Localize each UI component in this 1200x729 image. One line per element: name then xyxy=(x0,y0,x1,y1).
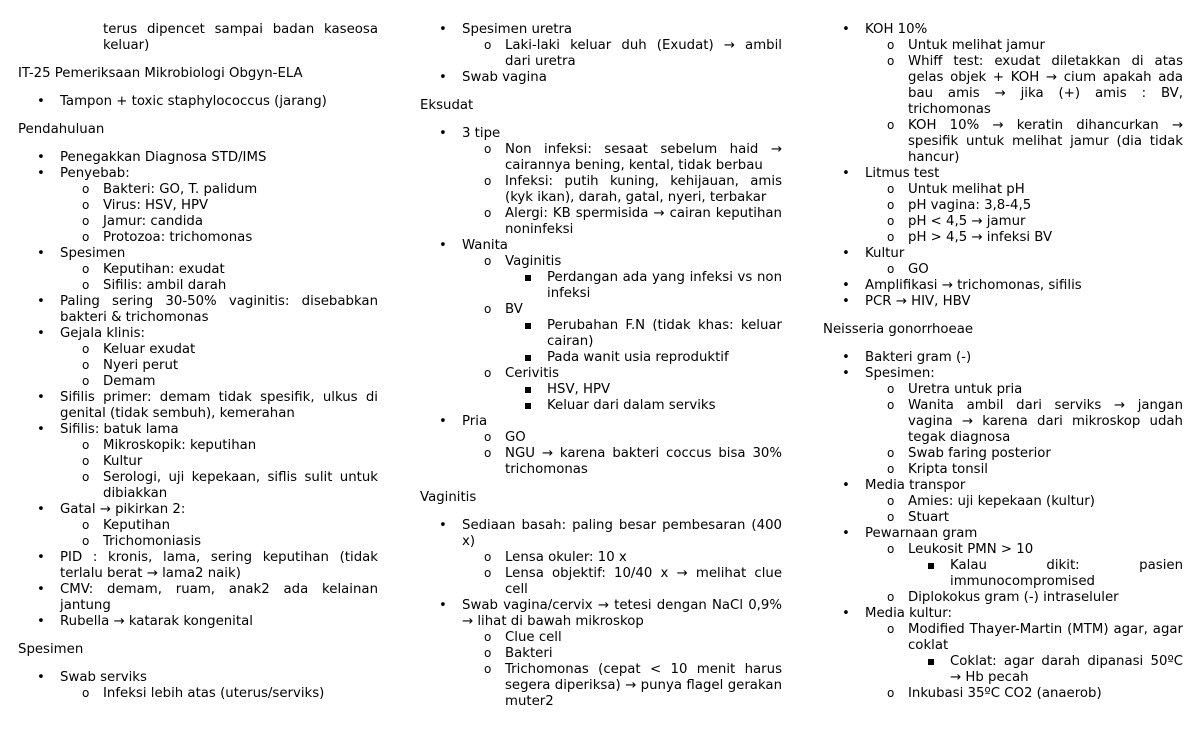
sub-list-item-text: BV xyxy=(505,302,523,317)
sub-list-item-text: Leukosit PMN > 10 xyxy=(908,542,1034,557)
vaginitis-list-continued xyxy=(823,22,1183,310)
sub-list xyxy=(60,438,378,502)
sub-list-item: o Lensa okuler: 10 x xyxy=(462,550,782,566)
section-heading-spesimen: Spesimen xyxy=(18,642,84,657)
sub-list xyxy=(60,518,378,550)
sub-list-item: o pH < 4,5 → jamur xyxy=(865,214,1183,230)
sub-list-item: o Untuk melihat pH xyxy=(865,182,1183,198)
sub-list-item: o Protozoa: trichomonas xyxy=(60,230,378,246)
column-1 xyxy=(18,22,378,702)
list-item xyxy=(18,502,378,550)
sub-sub-list-item: Pada wanit usia reproduktif xyxy=(505,350,782,366)
sub-list-item: o Whiff test: exudat diletakkan di atas gelas objek + KOH → cium apakah ada bau amis → jika (+) amis : BV, trichomonas xyxy=(865,54,1183,118)
sub-list xyxy=(865,542,1183,606)
section-heading-it25: IT-25 Pemeriksaan Mikrobiologi Obgyn-ELA xyxy=(18,66,303,81)
sub-list-item: o Kripta tonsil xyxy=(865,462,1183,478)
continuation-text: terus dipencet sampai badan kaseosa keluar) xyxy=(103,22,378,53)
sub-list xyxy=(60,342,378,390)
spesimen-list-continued xyxy=(420,22,782,86)
list-item xyxy=(420,414,782,478)
sub-list-item-text: Vaginitis xyxy=(505,254,562,269)
eksudat-list xyxy=(420,126,782,478)
list-item-text: Pria xyxy=(462,414,488,429)
list-item: • Sifilis primer: demam tidak spesifik, ulkus di genital (tidak sembuh), kemerahan xyxy=(18,390,378,422)
sub-sub-list xyxy=(505,270,782,302)
sub-list-item: o Keputihan xyxy=(60,518,378,534)
sub-list xyxy=(462,430,782,478)
sub-list-item: o Diplokokus gram (-) intraseluler xyxy=(865,590,1183,606)
sub-list-item: o Infeksi lebih atas (uterus/serviks) xyxy=(60,686,378,702)
sub-list xyxy=(60,182,378,246)
sub-list-item: o Virus: HSV, HPV xyxy=(60,198,378,214)
section-heading-vaginitis: Vaginitis xyxy=(420,490,477,505)
sub-sub-list xyxy=(505,382,782,414)
list-item: • PID : kronis, lama, sering keputihan (tidak terlalu berat → lama2 naik) xyxy=(18,550,378,582)
list-item xyxy=(823,526,1183,606)
list-item-text: Kultur xyxy=(865,246,905,261)
pendahuluan-list xyxy=(18,150,378,630)
list-item: • Paling sering 30-50% vaginitis: disebabkan bakteri & trichomonas xyxy=(18,294,378,326)
sub-list-item: o Jamur: candida xyxy=(60,214,378,230)
sub-list xyxy=(462,254,782,414)
spesimen-list xyxy=(18,670,378,702)
sub-list-item: o Inkubasi 35ºC CO2 (anaerob) xyxy=(865,686,1183,702)
sub-list-item: o Lensa objektif: 10/40 x → melihat clue cell xyxy=(462,566,782,598)
sub-list xyxy=(60,686,378,702)
list-item: • Tampon + toxic staphylococcus (jarang) xyxy=(18,94,378,110)
section-heading-eksudat: Eksudat xyxy=(420,98,474,113)
list-item: • Penegakkan Diagnosa STD/IMS xyxy=(18,150,378,166)
sub-list-item-text: Cerivitis xyxy=(505,366,560,381)
list-item xyxy=(823,166,1183,246)
sub-list xyxy=(462,142,782,238)
list-item xyxy=(420,598,782,710)
section-heading-neisseria: Neisseria gonorrhoeae xyxy=(823,322,974,337)
list-item-text: Sifilis: batuk lama xyxy=(60,422,179,437)
list-item-text: Media transpor xyxy=(865,478,966,493)
sub-list-item: o Clue cell xyxy=(462,630,782,646)
list-item xyxy=(18,246,378,294)
sub-list-item: o Bakteri: GO, T. palidum xyxy=(60,182,378,198)
list-item: • Rubella → katarak kongenital xyxy=(18,614,378,630)
list-item xyxy=(420,518,782,598)
sub-list-item: o Mikroskopik: keputihan xyxy=(60,438,378,454)
sub-list-item: o Serologi, uji kepekaan, siflis sulit untuk dibiakkan xyxy=(60,470,378,502)
vaginitis-list xyxy=(420,518,782,710)
sub-list-item: o pH vagina: 3,8-4,5 xyxy=(865,198,1183,214)
sub-sub-list-item: Perubahan F.N (tidak khas: keluar cairan) xyxy=(505,318,782,350)
sub-list xyxy=(462,550,782,598)
sub-list-item: o Demam xyxy=(60,374,378,390)
sub-list xyxy=(865,182,1183,246)
list-item xyxy=(420,22,782,70)
sub-sub-list-item: HSV, HPV xyxy=(505,382,782,398)
sub-list-item: o Kultur xyxy=(60,454,378,470)
list-item xyxy=(823,366,1183,478)
list-item-text: Gatal → pikirkan 2: xyxy=(60,502,186,517)
sub-sub-list-item: Coklat: agar darah dipanasi 50ºC → Hb pecah xyxy=(908,654,1183,686)
sub-list xyxy=(865,38,1183,166)
sub-list xyxy=(462,630,782,710)
list-item xyxy=(18,166,378,246)
list-item-text: Media kultur: xyxy=(865,606,952,621)
list-item xyxy=(18,670,378,702)
list-item-text: Swab vagina/cervix → tetesi dengan NaCl 0,9% → lihat di bawah mikroskop xyxy=(462,598,782,629)
list-item: • PCR → HIV, HBV xyxy=(823,294,1183,310)
list-item: • CMV: demam, ruam, anak2 ada kelainan jantung xyxy=(18,582,378,614)
list-item xyxy=(823,246,1183,278)
sub-list-item: o Trichomonas (cepat < 10 menit harus segera diperiksa) → punya flagel gerakan muter2 xyxy=(462,662,782,710)
sub-list-item: o Laki-laki keluar duh (Exudat) → ambil dari uretra xyxy=(462,38,782,70)
sub-list-item: o KOH 10% → keratin dihancurkan → spesifik untuk melihat jamur (dia tidak hancur) xyxy=(865,118,1183,166)
sub-list-item xyxy=(865,622,1183,686)
column-3 xyxy=(823,22,1183,702)
sub-list-item: o NGU → karena bakteri coccus bisa 30% trichomonas xyxy=(462,446,782,478)
sub-list-item: o Untuk melihat jamur xyxy=(865,38,1183,54)
list-item xyxy=(18,326,378,390)
sub-list-item: o Bakteri xyxy=(462,646,782,662)
sub-list-item: o Non infeksi: sesaat sebelum haid → cairannya bening, kental, tidak berbau xyxy=(462,142,782,174)
sub-list-item xyxy=(462,302,782,366)
list-item xyxy=(823,606,1183,702)
list-item-text: 3 tipe xyxy=(462,126,501,141)
sub-sub-list-item: Perdangan ada yang infeksi vs non infeksi xyxy=(505,270,782,302)
list-item-text: Spesimen xyxy=(60,246,126,261)
list-item: • Amplifikasi → trichomonas, sifilis xyxy=(823,278,1183,294)
sub-list xyxy=(462,38,782,70)
list-item xyxy=(18,422,378,502)
sub-list-item: o pH > 4,5 → infeksi BV xyxy=(865,230,1183,246)
sub-list-item: o Keluar exudat xyxy=(60,342,378,358)
column-2 xyxy=(420,22,782,710)
sub-list-item: o Sifilis: ambil darah xyxy=(60,278,378,294)
list-item xyxy=(823,22,1183,166)
sub-list-item: o Uretra untuk pria xyxy=(865,382,1183,398)
list-item-text: Spesimen: xyxy=(865,366,935,381)
list-item-text: Litmus test xyxy=(865,166,940,181)
sub-list xyxy=(865,262,1183,278)
sub-list-item: o Trichomoniasis xyxy=(60,534,378,550)
sub-list-item xyxy=(462,254,782,302)
sub-list-item: o Amies: uji kepekaan (kultur) xyxy=(865,494,1183,510)
sub-list xyxy=(865,622,1183,702)
sub-list-item: o Swab faring posterior xyxy=(865,446,1183,462)
sub-list-item: o Nyeri perut xyxy=(60,358,378,374)
section-heading-pendahuluan: Pendahuluan xyxy=(18,122,105,137)
it25-list xyxy=(18,94,378,110)
list-item-text: Sediaan basah: paling besar pembesaran (400 x) xyxy=(462,518,782,549)
sub-sub-list xyxy=(505,318,782,366)
sub-list xyxy=(865,382,1183,478)
sub-list-item: o GO xyxy=(865,262,1183,278)
sub-sub-list-item: Kalau dikit: pasien immunocompromised xyxy=(908,558,1183,590)
sub-list-item: o Alergi: KB spermisida → cairan keputihan noninfeksi xyxy=(462,206,782,238)
list-item-text: Penyebab: xyxy=(60,166,130,181)
sub-list-item xyxy=(462,366,782,414)
list-item-text: Spesimen uretra xyxy=(462,22,573,37)
list-item-text: Wanita xyxy=(462,238,508,253)
sub-list-item: o Wanita ambil dari serviks → jangan vagina → karena dari mikroskop udah tegak diagnosa xyxy=(865,398,1183,446)
list-item xyxy=(420,126,782,238)
list-item-text: KOH 10% xyxy=(865,22,928,37)
list-item xyxy=(823,478,1183,526)
list-item xyxy=(420,238,782,414)
sub-list xyxy=(60,262,378,294)
list-item-text: Swab serviks xyxy=(60,670,147,685)
sub-list-item-text: Modified Thayer-Martin (MTM) agar, agar coklat xyxy=(908,622,1183,653)
sub-list-item: o GO xyxy=(462,430,782,446)
list-item: • Bakteri gram (-) xyxy=(823,350,1183,366)
sub-list-item: o Keputihan: exudat xyxy=(60,262,378,278)
list-item: • Swab vagina xyxy=(420,70,782,86)
sub-sub-list-item: Keluar dari dalam serviks xyxy=(505,398,782,414)
sub-list xyxy=(865,494,1183,526)
list-item-text: Pewarnaan gram xyxy=(865,526,978,541)
list-item-text: Gejala klinis: xyxy=(60,326,146,341)
sub-sub-list xyxy=(908,654,1183,686)
sub-list-item: o Stuart xyxy=(865,510,1183,526)
sub-sub-list xyxy=(908,558,1183,590)
sub-list-item: o Infeksi: putih kuning, kehijauan, amis (kyk ikan), darah, gatal, nyeri, terbakar xyxy=(462,174,782,206)
sub-list-item xyxy=(865,542,1183,590)
neisseria-list xyxy=(823,350,1183,702)
